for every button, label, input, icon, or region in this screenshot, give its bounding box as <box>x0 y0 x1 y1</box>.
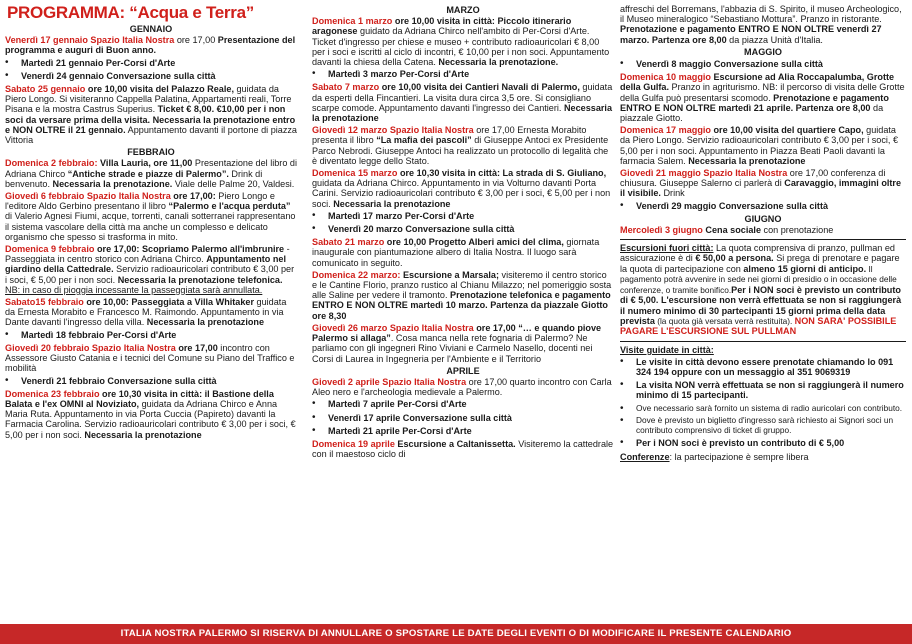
section-divider <box>620 341 906 342</box>
column-may-june-info <box>620 4 906 622</box>
month-heading-june: GIUGNO <box>744 213 782 224</box>
bullet-icon: • <box>312 411 316 423</box>
event-mar-15: Domenica 15 marzo ore 10,30 visita in città: La strada di S. Giuliano, guidata da Adriana Chirco. Appuntamento in via Volturno davanti Porta Carini. Servizio radioauricolari contributo € 3,00 per i soci, € 5,00 per i non soci. Necessaria la prenotazione <box>312 168 611 209</box>
event-mar-12: Giovedì 12 marzo Spazio Italia Nostra ore 17,00 Ernesta Morabito presenta il libro “La mafia dei pascoli” di Giuseppe Antoci ex Presidente Parco Nebrodi. Giuseppe Antoci ha realizzato un protocollo di legalità che è diventato legge dello Stato. <box>312 125 609 166</box>
conferences-info: Conferenze: la partecipazione è sempre libera <box>620 451 809 462</box>
month-heading-march: MARZO <box>446 5 480 15</box>
bullet-icon: • <box>5 328 9 340</box>
bullet-item: • Le visite in città devono essere prenotate chiamando lo 091 324 194 oppure con un messaggio al 351 9069319 <box>620 355 894 378</box>
event-feb-6: Giovedì 6 febbraio Spazio Italia Nostra ore 17,00: Piero Longo e l'editore Aldo Gerbino presentano il libro “Palermo e l'acqua perduta” di Valerio Agnesi Fiumi, acque, torrenti, canali sotterranei rappresentano il sistema vascolare della città ma anche un complesso e delicato organismo che spesso si trasforma in mito. <box>5 191 296 242</box>
bullet-icon: • <box>620 58 624 70</box>
bullet-icon: • <box>620 199 624 211</box>
event-jan-17: Venerdì 17 gennaio Spazio Italia Nostra ore 17,00 Presentazione del programma e auguri di Buon anno. <box>5 35 296 56</box>
bullet-icon: • <box>5 374 9 386</box>
event-apr-19: Domenica 19 aprile Escursione a Caltanissetta. Visiteremo la cattedrale con il maestoso ciclo di <box>312 438 614 460</box>
event-jun-3: Mercoledì 3 giugno Cena sociale con prenotazione <box>620 225 834 236</box>
bullet-item: • La visita NON verrà effettuata se non si raggiungerà il numero minimo di 15 partecipanti. <box>620 379 904 401</box>
bullet-icon: • <box>312 424 316 436</box>
event-mar-22: Domenica 22 marzo: Escursione a Marsala; visiteremo il centro storico e le Cantine Florio, pranzo rustico al Chianu Milazzo; nel pomeriggio sosta alle Saline per vedere il tramonto. Prenotazione telefonica e pagamento ENTRO E NON OLTRE martedì 10 marzo. Partenza da piazzale Giotto ore 8,30 <box>312 269 612 321</box>
event-mar-7: Sabato 7 marzo ore 10,00 visita dei Cantieri Navali di Palermo, guidata da esperti della Fincantieri. La visita dura circa 3,5 ore. Si consigliano scarpe comode. Appuntamento davanti l'ingresso dei Cantieri. Necessaria la prenotazione <box>312 82 613 124</box>
event-may-17: Domenica 17 maggio ore 10,00 visita del quartiere Capo, guidata da Piero Longo. Servizio radioauricolari contributo € 3,00 per i soci, € 5,00 per i non soci. Appuntamento in Piazza Beati Paoli davanti la farmacia Salem. Necessaria la prenotazione <box>620 125 899 166</box>
event-mar-21: Sabato 21 marzo ore 10,00 Progetto Alberi amici del clima, giornata inaugurale con piantumazione albero di Italia Nostra. Il luogo sarà comunicato in seguito. <box>312 237 600 268</box>
guided-visits-heading: Visite guidate in città: <box>620 344 714 355</box>
bullet-item: • Martedì 21 gennaio Per-Corsi d'Arte <box>5 56 176 68</box>
bullet-icon: • <box>620 437 624 449</box>
month-heading-may: MAGGIO <box>744 46 782 57</box>
bullet-item: • Venerdì 20 marzo Conversazione sulla città <box>312 223 515 235</box>
bullet-icon: • <box>620 415 624 427</box>
bullet-item: • Venerdì 29 maggio Conversazione sulla città <box>620 199 829 211</box>
bullet-item: • Martedì 18 febbraio Per-Corsi d'Arte <box>5 328 177 340</box>
bullet-icon: • <box>620 355 624 367</box>
month-heading-february: FEBBRAIO <box>127 147 175 158</box>
section-divider <box>620 239 906 240</box>
event-may-21: Giovedì 21 maggio Spazio Italia Nostra ore 17,00 conferenza di chiusura. Giuseppe Salerno ci parlerà di Caravaggio, immagini oltre il visibile. Drink <box>620 168 902 199</box>
bullet-item: • Per i NON soci è previsto un contributo di € 5,00 <box>620 437 845 449</box>
bullet-icon: • <box>5 69 9 81</box>
bullet-item: • Venerdì 24 gennaio Conversazione sulla città <box>5 69 216 81</box>
bullet-icon: • <box>620 402 624 414</box>
event-mar-26: Giovedì 26 marzo Spazio Italia Nostra ore 17,00 “… e quando piove Palermo si allaga”. Cosa manca nella rete fognaria di Palermo? Ne parliamo con gli ingegneri Rino Viviani e Carmelo Nasello, docenti nei Corsi di Laurea in Ingegneria per l'Ambiente e il Territorio <box>312 322 602 364</box>
bullet-icon: • <box>620 379 624 391</box>
month-heading-april: APRILE <box>446 365 480 376</box>
excursions-info: Escursioni fuori città: La quota comprensiva di pranzo, pullman ed assicurazione è di € 50,00 a persona. Si prega di prenotare e pagare la quota di partecipazione con almeno 15 giorni di anticipo. Il pagamento potrà avvenire in sede nei giorni di presidio o in occasione delle conferenze, o tramite bonifico.Per i NON soci è previsto un contributo di € 5,00. L'escursione non verrà effettuata se non si raggiungerà il numero minimo di 30 partecipanti 15 giorni prima della data prevista (la quota già versata verrà restituita). NON SARA' POSSIBILE PAGARE L'ESCURSIONE SUL PULLMAN <box>620 243 902 337</box>
bullet-item: • Venerdì 21 febbraio Conversazione sulla città <box>5 374 217 386</box>
event-feb-9: Domenica 9 febbraio ore 17,00: Scopriamo Palermo all'imbrunire - Passeggiata in centro storico con Adriana Chirco. Appuntamento nel giardino della Cattedrale. Servizio radioauricolari contributo € 3,00 per i soci, € 5,00 per i non soci. Necessaria la prenotazione telefonica. NB: in caso di pioggia incessante la passeggiata sarà annullata. <box>5 244 295 295</box>
event-feb-15: Sabato15 febbraio ore 10,00: Passeggiata a Villa Whitaker guidata da Ernesta Morabito e Francesco M. Raimondo. Appuntamento in via Dante davanti l'ingresso della villa. Necessaria la prenotazione <box>5 297 287 328</box>
event-jan-25: Sabato 25 gennaio ore 10,00 visita del Palazzo Reale, guidata da Piero Longo. Si visiteranno Cappella Palatina, Appartamenti reali, Torre Pisana e la mostra Castrus Superius. Ticket € 8,00. €10,00 per i non soci da versare prima della visita. Necessaria la prenotazione entro e NON OLTRE il 21 gennaio. Appuntamento davanti il portone di piazza Vittoria <box>5 84 297 146</box>
bullet-item: • Ove necessario sarà fornito un sistema di radio auricolari con contributo. <box>620 402 903 414</box>
bullet-item: • Dove è previsto un biglietto d'ingresso sarà richiesto ai Signori soci un contributo comprensivo di ticket di gruppo. <box>620 415 894 435</box>
event-apr-2: Giovedì 2 aprile Spazio Italia Nostra ore 17,00 quarto incontro con Carla Aleo nero e l'archeologia medievale a Palermo. <box>312 376 612 398</box>
bullet-icon: • <box>5 56 9 68</box>
bullet-item: • Venerdì 17 aprile Conversazione sulla città <box>312 411 512 423</box>
bullet-item: • Martedì 21 aprile Per-Corsi d'Arte <box>312 424 472 436</box>
event-mar-1: Domenica 1 marzo ore 10,00 visita in città: Piccolo itinerario aragonese guidato da Adriana Chirco nell'ambito di Per-Corsi d'Arte. Ticket d'ingresso per chiese e museo + contributo radioauricolari € 8,00 per i soci e iscritti al ciclo di incontri, € 10,00 per i non soci. Appuntamento davanti la chiesa della Catena. Necessaria la prenotazione. <box>312 16 610 68</box>
event-feb-20: Giovedì 20 febbraio Spazio Italia Nostra ore 17,00 incontro con Assessore Giusto Catania e i tecnici del Comune su Piano del Traffico e mobilità <box>5 342 295 374</box>
bullet-icon: • <box>312 209 316 221</box>
bullet-item: • Venerdì 8 maggio Conversazione sulla città <box>620 58 823 70</box>
bullet-icon: • <box>312 223 316 235</box>
event-feb-23: Domenica 23 febbraio ore 10,30 visita in città: il Bastione della Balata e l'ex OMNI al Noviziato, guidata da Adriana Chirco e Anna Maria Ruta. Appuntamento in via Porta Cuccia (Papireto) davanti la Farmacia Carolina. Servizio radioauricolari contributo € 3,00 per i soci, € 5,00 per i non soci. Necessaria la prenotazione <box>5 388 296 440</box>
event-may-10: Domenica 10 maggio Escursione ad Alia Roccapalumba, Grotte della Gulfa. Pranzo in agriturismo. NB: il percorso di visita delle Grotte della Gulfa può presentarsi scomodo. Prenotazione e pagamento ENTRO E NON OLTRE martedì 21 aprile. Partenza ore 8,00 da piazzale Giotto. <box>620 72 905 124</box>
column-march-april <box>312 4 614 622</box>
footer-disclaimer: ITALIA NOSTRA PALERMO SI RISERVA DI ANNULLARE O SPOSTARE LE DATE DEGLI EVENTI O DI MODIFICARE IL PRESENTE CALENDARIO <box>0 624 912 644</box>
bullet-icon: • <box>312 68 316 80</box>
event-apr-19-continued: affreschi del Borremans, l'abbazia di S. Spirito, il museo Archeologico, il Museo mineralogico “Sebastiano Mottura”. Pranzo in ristorante. Prenotazione e pagamento ENTRO E NON OLTRE venerdì 27 marzo. Partenza ore 8,00 da piazza Unità d'Italia. <box>620 4 902 45</box>
bullet-item: • Martedì 7 aprile Per-Corsi d'Arte <box>312 398 467 410</box>
month-heading-january: GENNAIO <box>129 24 173 34</box>
bullet-item: • Martedì 17 marzo Per-Corsi d'Arte <box>312 209 475 221</box>
event-feb-2: Domenica 2 febbraio: Villa Lauria, ore 11,00 Presentazione del libro di Adriana Chirco “Antiche strade e piazze di Palermo”. Drink di benvenuto. Necessaria la prenotazione. Viale delle Palme 20, Valdesi. <box>5 158 297 189</box>
program-title: PROGRAMMA: “Acqua e Terra” <box>7 4 254 22</box>
bullet-item: • Martedì 3 marzo Per-Corsi d'Arte <box>312 68 470 80</box>
bullet-icon: • <box>312 398 316 410</box>
column-january-february <box>5 4 297 622</box>
